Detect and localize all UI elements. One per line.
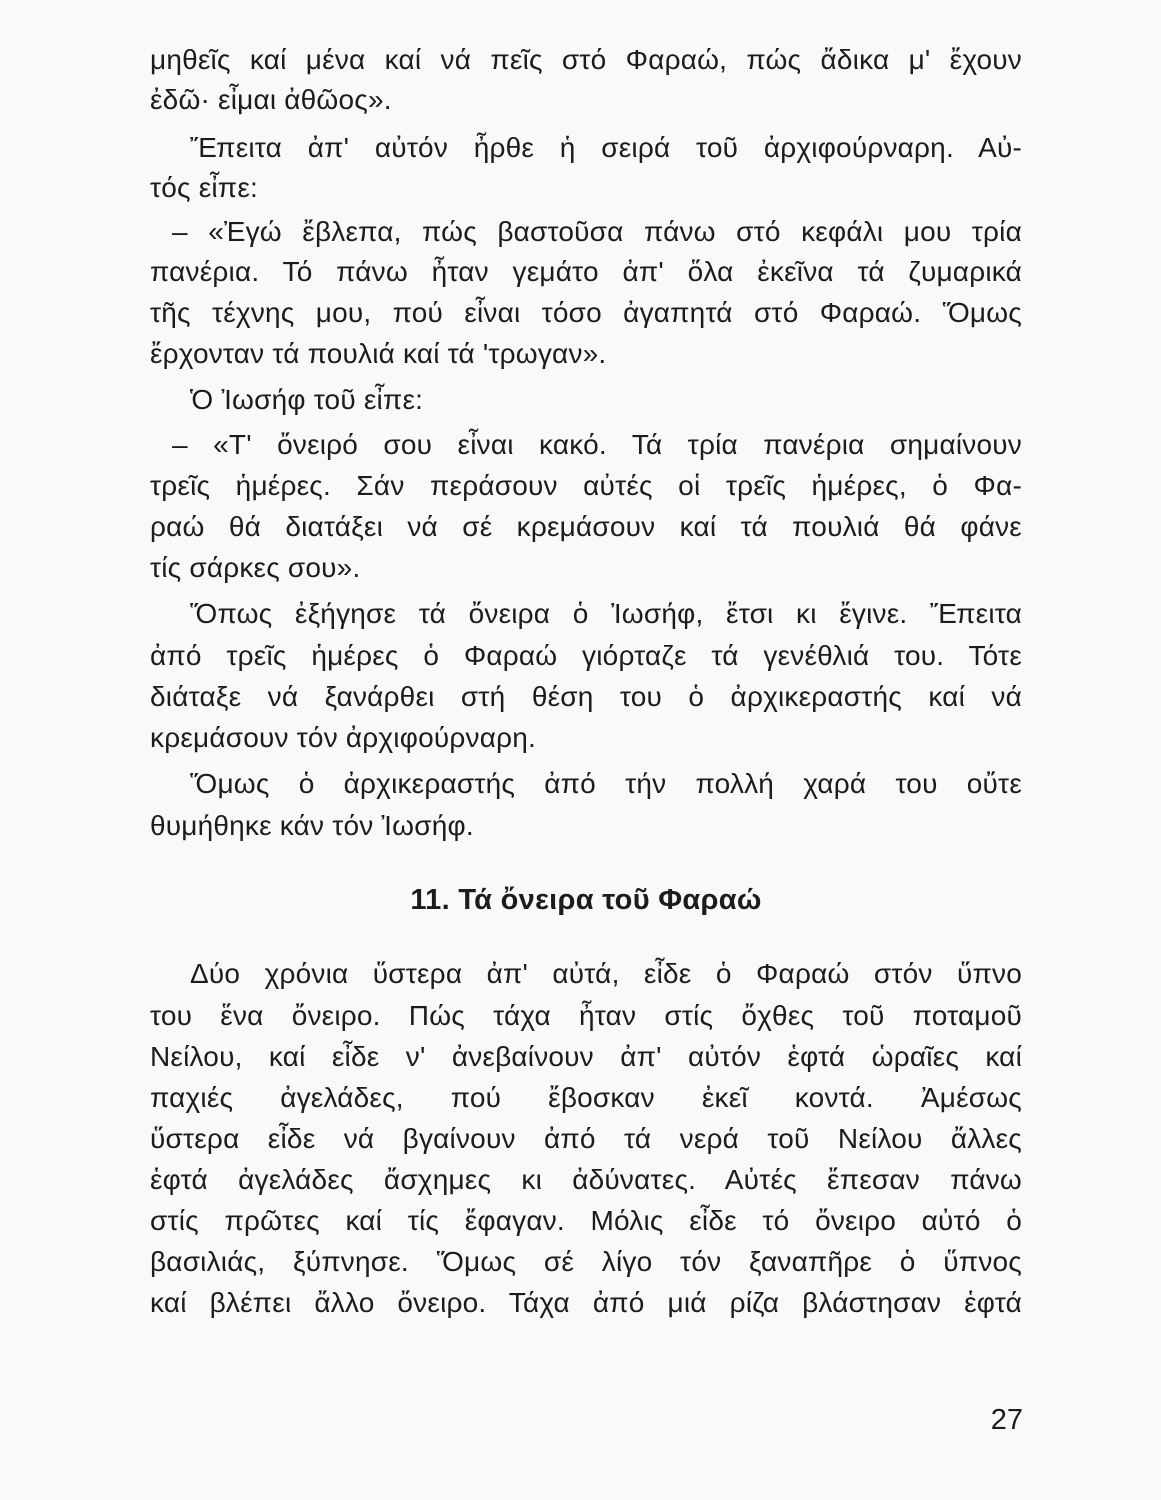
text-line-21: του ἕνα ὄνειρο. Πώς τάχα ἦταν στίς ὄχθες τοῦ ποταμοῦ	[150, 1000, 1022, 1031]
text-line-6: πανέρια. Τό πάνω ἦταν γεμάτο ἀπ' ὅλα ἐκεῖνα τά ζυμαρικά	[150, 256, 1022, 287]
text-line-17: κρεμάσουν τόν ἀρχιφούρναρη.	[150, 722, 536, 753]
text-line-5: – «Ἐγώ ἔβλεπα, πώς βαστοῦσα πάνω στό κεφάλι μου τρία	[172, 216, 1022, 247]
text-line-28: καί βλέπει ἄλλο ὄνειρο. Τάχα ἀπό μιά ρίζα βλάστησαν ἑφτά	[150, 1287, 1022, 1318]
text-line-8: ἔρχονταν τά πουλιά καί τά 'τρωγαν».	[150, 338, 607, 369]
text-line-14: Ὅπως ἐξήγησε τά ὄνειρα ὁ Ἰωσήφ, ἔτσι κι ἔγινε. Ἔπειτα	[190, 598, 1022, 629]
text-line-16: διάταξε νά ξανάρθει στή θέση του ὁ ἀρχικεραστής καί νά	[150, 681, 1022, 712]
text-line-22: Νείλου, καί εἶδε ν' ἀνεβαίνουν ἀπ' αὐτόν ἑφτά ὡραῖες καί	[150, 1041, 1022, 1072]
text-line-27: βασιλιάς, ξύπνησε. Ὅμως σέ λίγο τόν ξαναπῆρε ὁ ὕπνος	[150, 1246, 1022, 1277]
page-number: 27	[990, 1404, 1023, 1436]
text-line-2: ἐδῶ· εἶμαι ἀθῶος».	[150, 84, 392, 115]
text-line-19: θυμήθηκε κάν τόν Ἰωσήφ.	[150, 810, 474, 841]
text-line-13: τίς σάρκες σου».	[150, 552, 361, 583]
text-line-23: παχιές ἀγελάδες, πού ἔβοσκαν ἐκεῖ κοντά. Ἀμέσως	[150, 1082, 1022, 1113]
text-line-9: Ὁ Ἰωσήφ τοῦ εἶπε:	[190, 384, 424, 415]
text-line-26: στίς πρῶτες καί τίς ἔφαγαν. Μόλις εἶδε τό ὄνειρο αὐτό ὁ	[150, 1205, 1022, 1236]
text-line-20: Δύο χρόνια ὕστερα ἀπ' αὐτά, εἶδε ὁ Φαραώ στόν ὕπνο	[190, 958, 1022, 989]
text-line-12: ραώ θά διατάξει νά σέ κρεμάσουν καί τά πουλιά θά φάνε	[150, 511, 1022, 542]
text-line-15: ἀπό τρεῖς ἡμέρες ὁ Φαραώ γιόρταζε τά γενέθλιά του. Τότε	[150, 640, 1022, 671]
text-line-4: τός εἶπε:	[150, 172, 258, 203]
text-line-25: ἑφτά ἀγελάδες ἄσχημες κι ἀδύνατες. Αὐτές ἔπεσαν πάνω	[150, 1164, 1022, 1195]
text-line-7: τῆς τέχνης μου, πού εἶναι τόσο ἀγαπητά στό Φαραώ. Ὅμως	[150, 297, 1022, 328]
text-line-3: Ἔπειτα ἀπ' αὐτόν ἦρθε ἡ σειρά τοῦ ἀρχιφούρναρη. Αὐ-	[190, 132, 1022, 163]
text-line-10: – «Τ' ὄνειρό σου εἶναι κακό. Τά τρία πανέρια σημαίνουν	[172, 429, 1022, 460]
text-line-24: ὕστερα εἶδε νά βγαίνουν ἀπό τά νερά τοῦ Νείλου ἄλλες	[150, 1123, 1022, 1154]
text-line-18: Ὅμως ὁ ἀρχικεραστής ἀπό τήν πολλή χαρά του οὔτε	[190, 768, 1022, 799]
chapter-heading: 11. Τά ὄνειρα τοῦ Φαραώ	[410, 884, 762, 916]
text-line-11: τρεῖς ἡμέρες. Σάν περάσουν αὐτές οἱ τρεῖς ἡμέρες, ὁ Φα-	[150, 470, 1022, 501]
text-line-1: μηθεῖς καί μένα καί νά πεῖς στό Φαραώ, πώς ἄδικα μ' ἔχουν	[150, 44, 1022, 75]
